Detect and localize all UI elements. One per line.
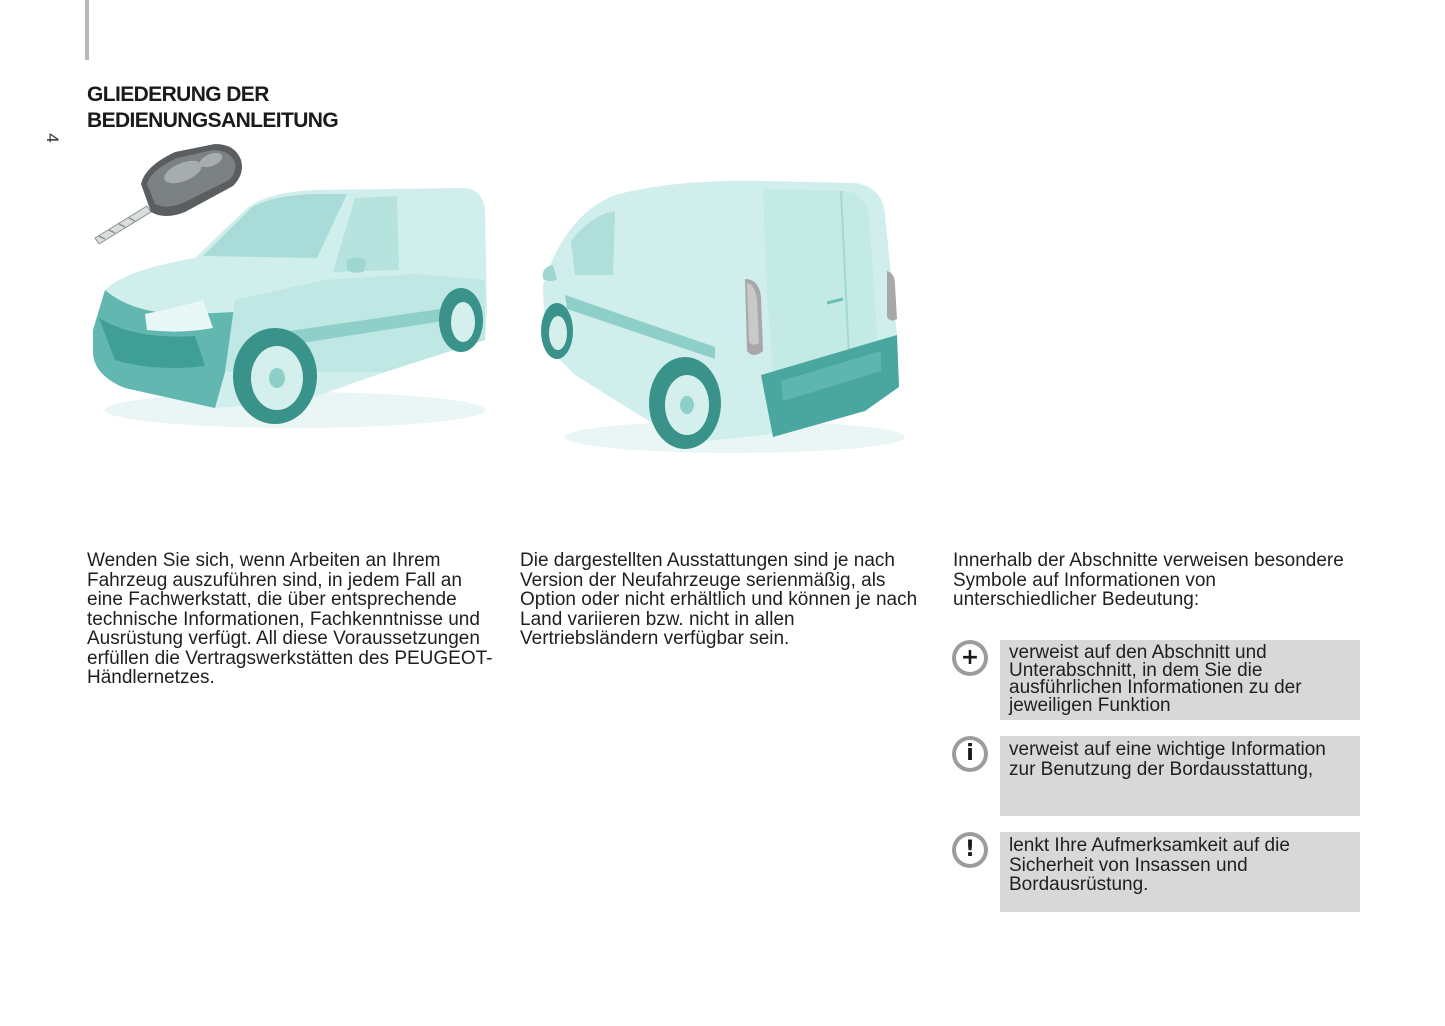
page-number: 4 (43, 133, 62, 143)
symbol-box-information: verweist auf eine wichtige Information zur Benutzung der Bordausstattung, (1000, 736, 1360, 816)
vehicle-key-icon (95, 144, 242, 244)
page-title (87, 82, 338, 134)
symbol-row-warning (952, 832, 1360, 912)
equipment-paragraph: Die dargestellten Ausstattungen sind je nach Version der Neufahrzeuge serienmäßig, als Option oder nicht erhältlich und können je nach Land variieren bzw. nicht in allen Vertriebsländern verfügbar sein. (520, 550, 918, 649)
plus-circle-icon (952, 640, 988, 676)
symbol-row-reference (952, 640, 1360, 720)
symbol-row-information (952, 736, 1360, 816)
page-title-line-1: GLIEDERUNG DER (87, 83, 269, 106)
plus-glyph: + (956, 644, 984, 672)
warning-glyph: ! (956, 836, 984, 864)
symbol-box-reference: verweist auf den Abschnitt und Unterabschnitt, in dem Sie die ausführlichen Informationen zu der jeweiligen Funktion (1000, 640, 1360, 720)
symbols-intro-paragraph: Innerhalb der Abschnitte verweisen besondere Symbole auf Informationen von unterschiedlicher Bedeutung: (953, 550, 1344, 610)
warning-circle-icon (952, 832, 988, 868)
van-front-body (93, 188, 487, 428)
van-rear-illustration (535, 175, 910, 460)
van-front-illustration (85, 140, 495, 440)
margin-bar (85, 0, 89, 60)
page-title-line-2: BEDIENUNGSANLEITUNG (87, 109, 339, 132)
info-circle-icon (952, 736, 988, 772)
workshop-paragraph: Wenden Sie sich, wenn Arbeiten an Ihrem Fahrzeug auszuführen sind, in jedem Fall an eine Fachwerkstatt, die über entsprechende technische Informationen, Fachkenntnisse und Ausrüstung verfügt. All diese Voraussetzungen erfüllen die Vertragswerkstätten des PEUGEOT-Händlernetzes. (87, 550, 493, 688)
info-glyph: i (956, 740, 984, 768)
symbol-box-warning: lenkt Ihre Aufmerksamkeit auf die Sicherheit von Insassen und Bordausrüstung. (1000, 832, 1360, 912)
van-rear-body (541, 181, 905, 453)
